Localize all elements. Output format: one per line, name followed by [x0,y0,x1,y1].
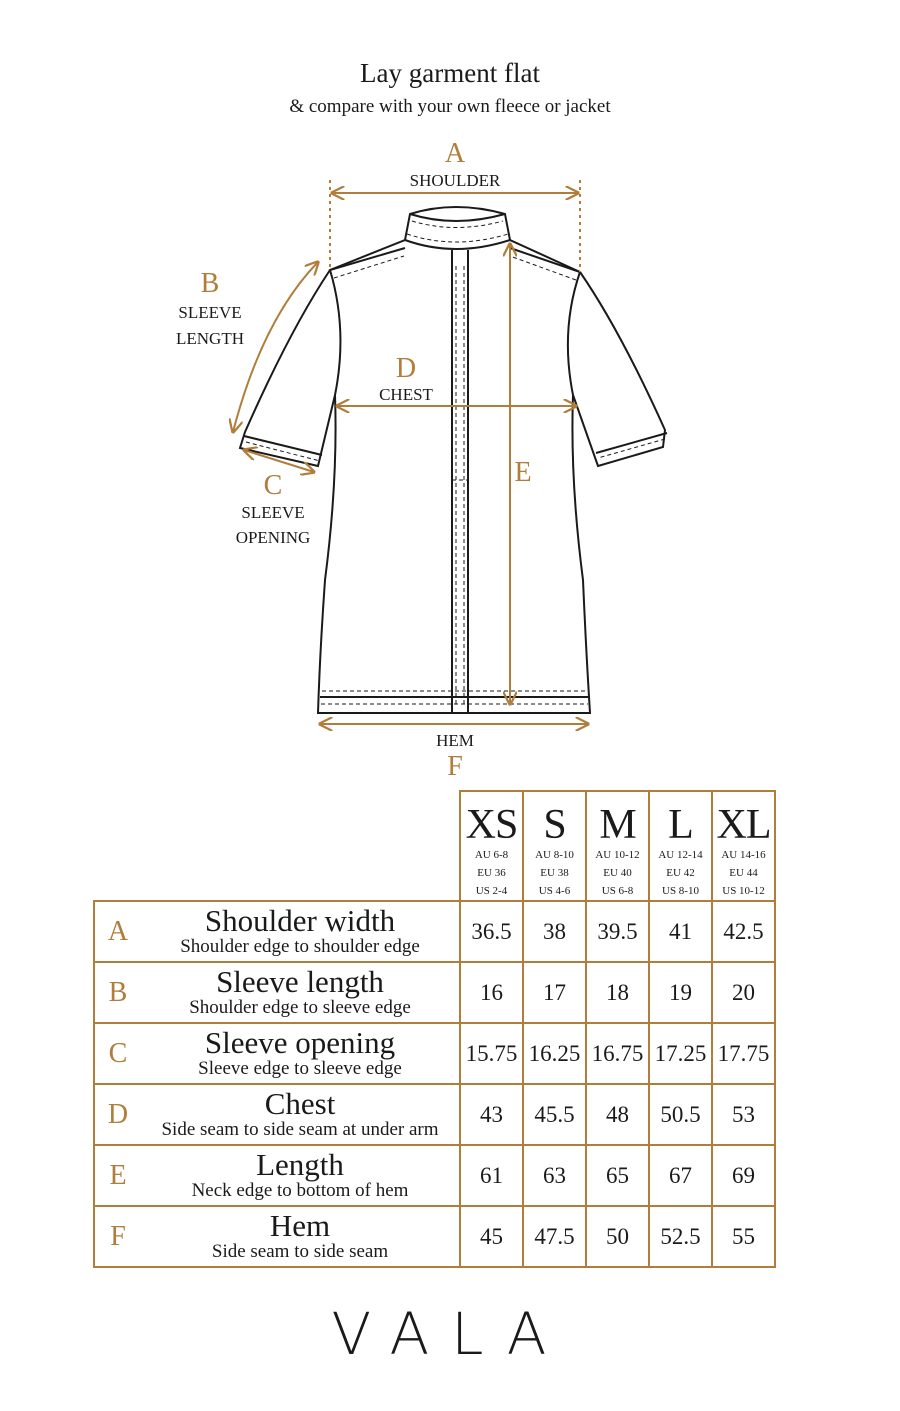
label-a-letter: A [444,138,466,169]
size-col-s: S AU 8-10 EU 38 US 4-6 [523,791,586,901]
table-row [94,962,775,1023]
brand-logo: VALA [331,1300,569,1368]
jacket-outline [240,207,667,713]
table-cell: 52.5 [649,1206,712,1267]
row-description: Sleeve length Shoulder edge to sleeve edge [141,962,460,1023]
label-d-text: CHEST [379,385,433,404]
table-cell: 17.25 [649,1023,712,1084]
size-chart-table [93,790,776,1268]
table-cell: 36.5 [460,901,523,962]
label-b-text-1: SLEEVE [178,303,242,322]
label-d-letter: D [395,353,417,384]
table-cell: 69 [712,1145,775,1206]
row-description: Sleeve opening Sleeve edge to sleeve edge [141,1023,460,1084]
table-cell: 53 [712,1084,775,1145]
row-description: Shoulder width Shoulder edge to shoulder edge [141,901,460,962]
table-row [94,901,775,962]
table-cell: 16.25 [523,1023,586,1084]
row-letter: D [94,1084,141,1145]
table-cell: 19 [649,962,712,1023]
table-row [94,1023,775,1084]
table-cell: 63 [523,1145,586,1206]
size-header-row [94,791,775,901]
table-cell: 65 [586,1145,649,1206]
label-f-letter: F [447,751,463,782]
row-letter: F [94,1206,141,1267]
label-a-text: SHOULDER [409,171,501,190]
size-col-xl: XL AU 14-16 EU 44 US 10-12 [712,791,775,901]
size-col-xs: XS AU 6-8 EU 36 US 2-4 [460,791,523,901]
table-cell: 45.5 [523,1084,586,1145]
table-cell: 41 [649,901,712,962]
measurement-lines [233,180,588,724]
table-cell: 50.5 [649,1084,712,1145]
row-letter: A [94,901,141,962]
table-cell: 18 [586,962,649,1023]
table-cell: 47.5 [523,1206,586,1267]
label-f-text: HEM [436,731,474,750]
label-e-letter: E [514,457,532,488]
table-cell: 20 [712,962,775,1023]
label-b-text-2: LENGTH [176,329,244,348]
row-letter: E [94,1145,141,1206]
table-row [94,1206,775,1267]
table-cell: 55 [712,1206,775,1267]
page-title: Lay garment flat [360,58,540,88]
page-subtitle: & compare with your own fleece or jacket [289,96,611,117]
table-cell: 16 [460,962,523,1023]
label-c-text-2: OPENING [235,528,311,547]
table-cell: 67 [649,1145,712,1206]
table-row [94,1084,775,1145]
table-cell: 45 [460,1206,523,1267]
table-cell: 61 [460,1145,523,1206]
table-cell: 42.5 [712,901,775,962]
table-row [94,1145,775,1206]
table-cell: 48 [586,1084,649,1145]
table-cell: 43 [460,1084,523,1145]
table-cell: 16.75 [586,1023,649,1084]
row-letter: B [94,962,141,1023]
size-col-m: M AU 10-12 EU 40 US 6-8 [586,791,649,901]
label-c-letter: C [263,470,283,501]
table-cell: 17 [523,962,586,1023]
label-c-text-1: SLEEVE [241,503,305,522]
row-letter: C [94,1023,141,1084]
row-description: Chest Side seam to side seam at under arm [141,1084,460,1145]
row-description: Length Neck edge to bottom of hem [141,1145,460,1206]
table-cell: 17.75 [712,1023,775,1084]
row-description: Hem Side seam to side seam [141,1206,460,1267]
label-b-letter: B [200,268,220,299]
table-cell: 38 [523,901,586,962]
table-cell: 15.75 [460,1023,523,1084]
size-col-l: L AU 12-14 EU 42 US 8-10 [649,791,712,901]
table-cell: 39.5 [586,901,649,962]
table-cell: 50 [586,1206,649,1267]
